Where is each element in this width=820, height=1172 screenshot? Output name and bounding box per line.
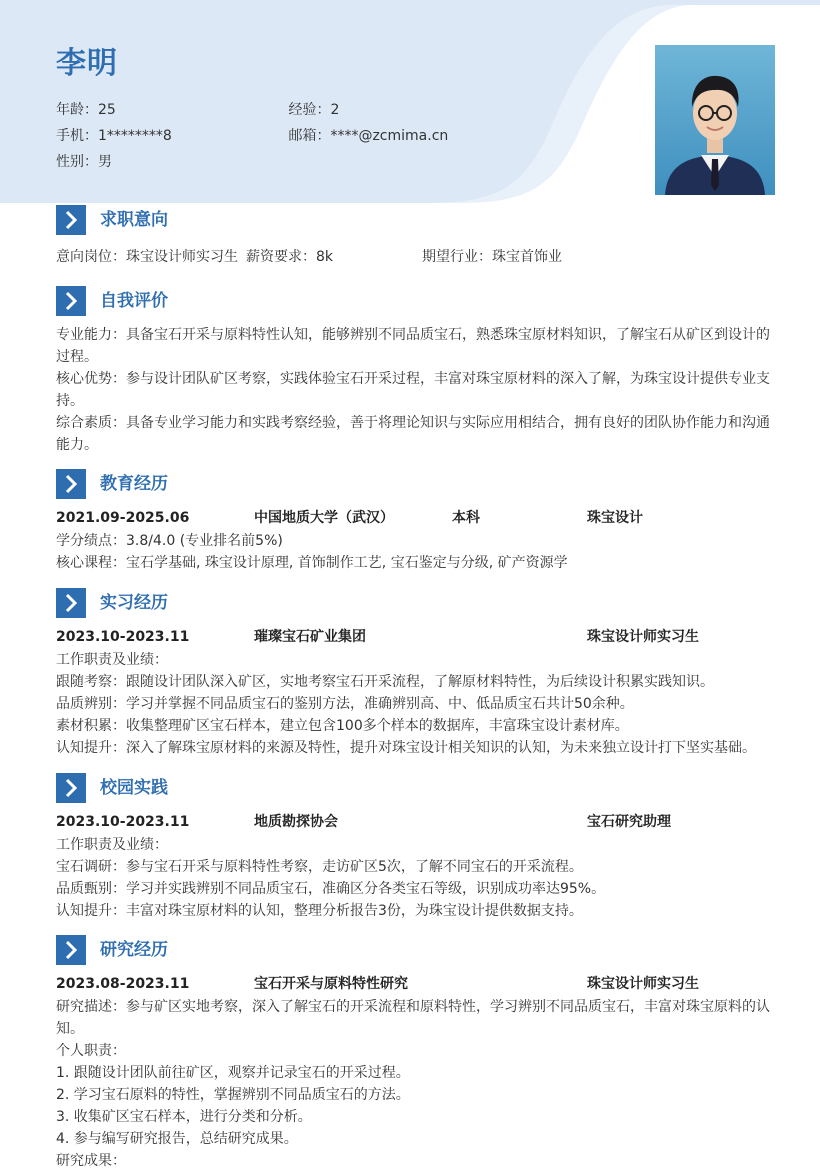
section-title: 自我评价 [100, 291, 168, 311]
self-eval-line: 专业能力：具备宝石开采与原料特性认知，能够辨别不同品质宝石，熟悉珠宝原材料知识，了解宝石从矿区到设计的过程。 [56, 327, 770, 365]
job-role: 宝石研究助理 [587, 814, 671, 830]
degree: 本科 [452, 510, 480, 526]
job-role: 珠宝设计师实习生 [587, 976, 699, 992]
entry-date: 2023.08-2023.11 [56, 976, 190, 992]
internship-line: 品质辨别：学习并掌握不同品质宝石的鉴别方法，准确辨别高、中、低品质宝石共计50余种。 [56, 696, 634, 712]
campus-line: 宝石调研：参与宝石开采与原料特性考察，走访矿区5次，了解不同宝石的开采流程。 [56, 859, 583, 875]
personal-info [56, 100, 576, 178]
research-line: 个人职责： [56, 1043, 126, 1059]
campus-line: 品质甄别：学习并实践辨别不同品质宝石，准确区分各类宝石等级，识别成功率达95%。 [56, 881, 606, 897]
research-line: 1. 跟随设计团队前往矿区，观察并记录宝石的开采过程。 [56, 1065, 410, 1081]
section-research [56, 935, 770, 1172]
chevron-right-icon [56, 205, 86, 235]
entry-header [56, 811, 770, 833]
section-internship [56, 588, 770, 759]
chevron-right-icon [56, 588, 86, 618]
section-title: 实习经历 [100, 593, 168, 613]
job-role: 珠宝设计师实习生 [587, 629, 699, 645]
education-line: 学分绩点：3.8/4.0 (专业排名前5%) [56, 533, 283, 549]
org-name: 地质勘探协会 [254, 814, 338, 830]
research-line: 研究描述：参与矿区实地考察，深入了解宝石的开采流程和原料特性，学习辨别不同品质宝石，丰富对珠宝原料的认知。 [56, 999, 770, 1037]
section-title: 研究经历 [100, 940, 168, 960]
intent-salary: 薪资要求：8k [246, 249, 334, 265]
section-self-evaluation [56, 286, 770, 456]
entry-date: 2023.10-2023.11 [56, 629, 190, 645]
age: 年龄：25 [56, 102, 116, 118]
campus-line: 认知提升：丰富对珠宝原材料的认知，整理分析报告3份，为珠宝设计提供数据支持。 [56, 903, 583, 919]
experience: 经验：2 [288, 102, 340, 118]
section-title: 求职意向 [100, 210, 168, 230]
section-education [56, 469, 770, 574]
internship-line: 工作职责及业绩： [56, 652, 168, 668]
candidate-name: 李明 [56, 46, 118, 81]
research-line: 2. 学习宝石原料的特性，掌握辨别不同品质宝石的方法。 [56, 1087, 410, 1103]
section-title: 教育经历 [100, 474, 168, 494]
major: 珠宝设计 [587, 510, 643, 526]
campus-line: 工作职责及业绩： [56, 837, 168, 853]
research-line: 4. 参与编写研究报告，总结研究成果。 [56, 1131, 298, 1147]
chevron-right-icon [56, 286, 86, 316]
research-line: 研究成果： [56, 1153, 126, 1169]
section-job-intent [56, 205, 770, 268]
entry-header [56, 507, 770, 529]
gender: 性别：男 [56, 154, 112, 170]
entry-date: 2021.09-2025.06 [56, 510, 190, 526]
project-name: 宝石开采与原料特性研究 [254, 976, 408, 992]
company-name: 璀璨宝石矿业集团 [254, 629, 366, 645]
education-line: 核心课程：宝石学基础, 珠宝设计原理, 首饰制作工艺, 宝石鉴定与分级, 矿产资源学 [56, 555, 568, 571]
entry-date: 2023.10-2023.11 [56, 814, 190, 830]
section-title: 校园实践 [100, 778, 168, 798]
internship-line: 跟随考察：跟随设计团队深入矿区，实地考察宝石开采流程，了解原材料特性，为后续设计积累实践知识。 [56, 674, 714, 690]
section-campus-practice [56, 773, 770, 922]
email: 邮箱：****@zcmima.cn [288, 128, 449, 144]
chevron-right-icon [56, 935, 86, 965]
entry-header [56, 973, 770, 995]
profile-photo [655, 45, 775, 195]
intent-position: 意向岗位：珠宝设计师实习生 [56, 249, 238, 265]
chevron-right-icon [56, 773, 86, 803]
self-eval-line: 综合素质：具备专业学习能力和实践考察经验，善于将理论知识与实际应用相结合，拥有良好的团队协作能力和沟通能力。 [56, 415, 770, 453]
chevron-right-icon [56, 469, 86, 499]
internship-line: 素材积累：收集整理矿区宝石样本，建立包含100多个样本的数据库，丰富珠宝设计素材库。 [56, 718, 629, 734]
internship-line: 认知提升：深入了解珠宝原材料的来源及特性，提升对珠宝设计相关知识的认知，为未来独立设计打下坚实基础。 [56, 740, 756, 756]
entry-header [56, 626, 770, 648]
intent-industry: 期望行业：珠宝首饰业 [422, 249, 562, 265]
self-eval-line: 核心优势：参与设计团队矿区考察，实践体验宝石开采过程，丰富对珠宝原材料的深入了解，为珠宝设计提供专业支持。 [56, 371, 770, 409]
phone: 手机：1********8 [56, 128, 172, 144]
research-line: 3. 收集矿区宝石样本，进行分类和分析。 [56, 1109, 312, 1125]
school-name: 中国地质大学（武汉） [254, 510, 394, 526]
